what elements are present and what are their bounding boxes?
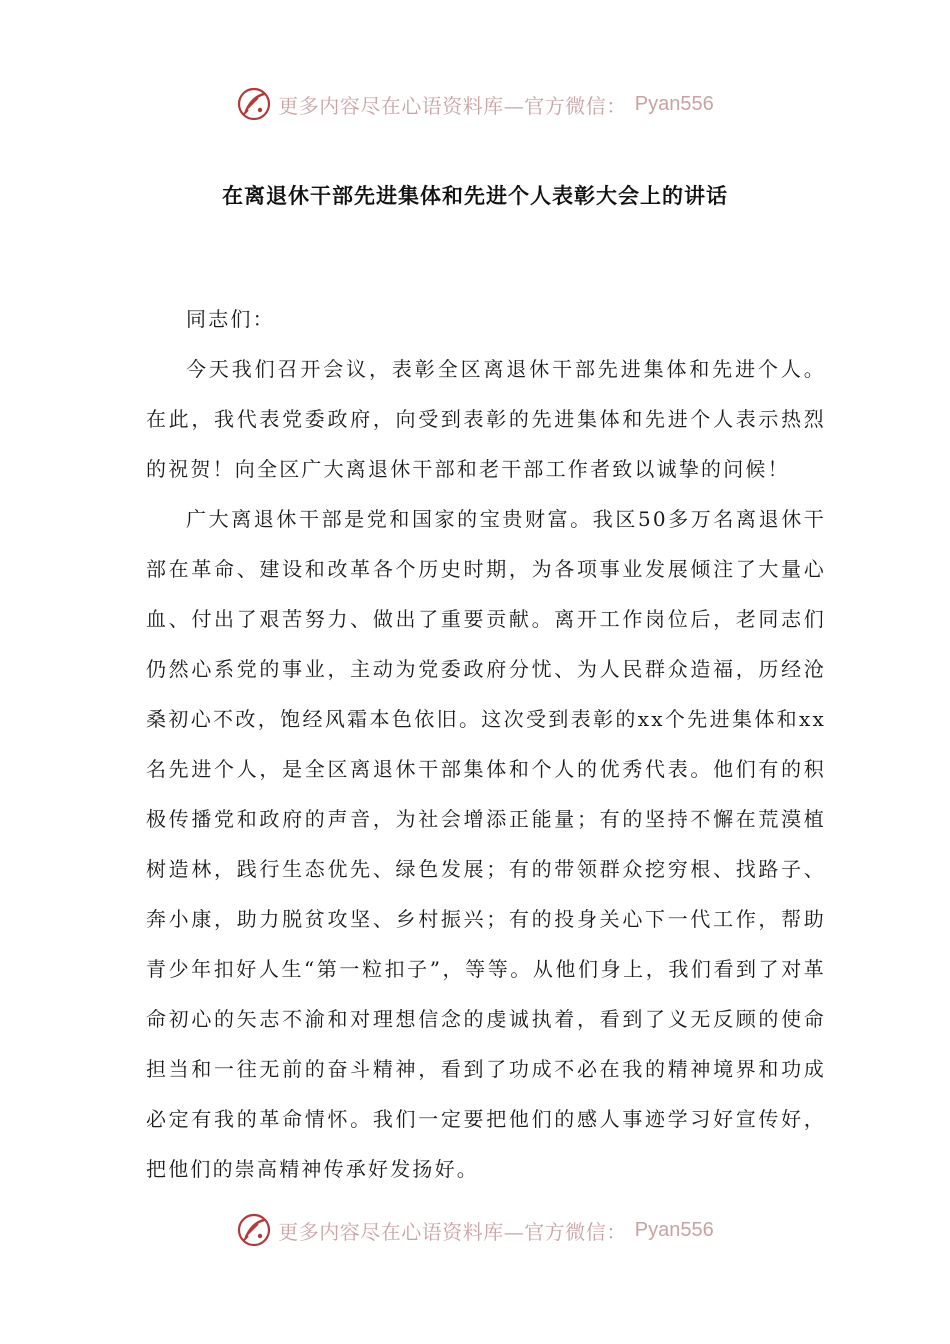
header-banner-text: 更多内容尽在心语资料库—官方微信： [278,93,627,118]
footer-banner [0,1208,950,1252]
document-body [146,294,826,1194]
salutation: 同志们： [186,307,275,331]
footer-banner-text: 更多内容尽在心语资料库—官方微信： [278,1219,627,1244]
document-title: 在离退休干部先进集体和先进个人表彰大会上的讲话 [222,184,728,208]
pen-heart-logo-icon [236,86,272,122]
pen-heart-logo-icon [236,1212,272,1248]
header-banner-account: Pyan556 [634,92,714,115]
paragraph-2: 广大离退休干部是党和国家的宝贵财富。我区50多万名离退休干部在革命、建设和改革各个历史时期，为各项事业发展倾注了大量心血、付出了艰苦努力、做出了重要贡献。离开工作岗位后，老同志们仍然心系党的事业，主动为党委政府分忧、为人民群众造福，历经沧桑初心不改，饱经风霜本色依旧。这次受到表彰的xx个先进集体和xx名先进个人，是全区离退休干部集体和个人的优秀代表。他们有的积极传播党和政府的声音，为社会增添正能量；有的坚持不懈在荒漠植树造林，践行生态优先、绿色发展；有的带领群众挖穷根、找路子、奔小康，助力脱贫攻坚、乡村振兴；有的投身关心下一代工作，帮助青少年扣好人生“第一粒扣子”，等等。从他们身上，我们看到了对革命初心的矢志不渝和对理想信念的虔诚执着，看到了义无反顾的使命担当和一往无前的奋斗精神，看到了功成不必在我的精神境界和功成必定有我的革命情怀。我们一定要把他们的感人事迹学习好宣传好，把他们的崇高精神传承好发扬好。 [146,507,826,1181]
header-banner [0,82,950,126]
header-banner-inner [236,86,713,122]
footer-banner-inner [236,1212,713,1248]
paragraph-1: 今天我们召开会议，表彰全区离退休干部先进集体和先进个人。在此，我代表党委政府，向受到表彰的先进集体和先进个人表示热烈的祝贺！向全区广大离退休干部和老干部工作者致以诚挚的问候！ [146,357,826,481]
footer-banner-account: Pyan556 [634,1218,714,1241]
